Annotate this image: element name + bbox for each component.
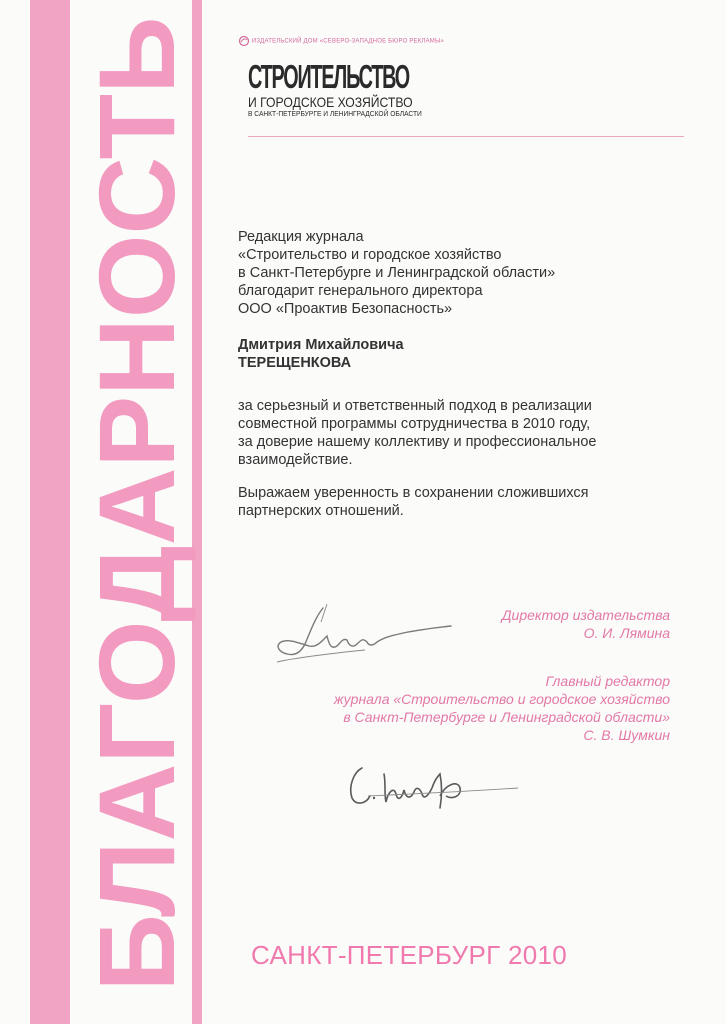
- recipient-surname: ТЕРЕЩЕНКОВА: [238, 355, 352, 371]
- signatory-2-line2: журнала «Строительство и городское хозяйство: [333, 691, 670, 707]
- magazine-subtitle: И ГОРОДСКОЕ ХОЗЯЙСТВО: [248, 94, 413, 110]
- footer-city-year: САНКТ-ПЕТЕРБУРГ 2010: [251, 940, 568, 970]
- masthead-divider: [248, 136, 684, 137]
- recipient-first-names: Дмитрия Михайловича: [238, 337, 404, 353]
- reason-line: взаимодействие.: [238, 452, 353, 468]
- publisher-line: [238, 35, 458, 47]
- vertical-title-text: БЛАГОДАРНОСТЬ: [76, 12, 197, 992]
- signatory-2-line3: в Санкт-Петербурге и Ленинградской области»: [343, 709, 670, 725]
- vertical-title: [76, 12, 197, 997]
- intro-line: «Строительство и городское хозяйство: [238, 247, 502, 263]
- closing-line: партнерских отношений.: [238, 503, 404, 519]
- magazine-title: СТРОИТЕЛЬСТВО: [248, 58, 409, 95]
- intro-line: ООО «Проактив Безопасность»: [238, 301, 453, 317]
- left-pink-band: [30, 0, 70, 1024]
- magazine-region: В САНКТ-ПЕТЕРБУРГЕ И ЛЕНИНГРАДСКОЙ ОБЛАСТИ: [248, 111, 422, 118]
- recipient-name: [238, 336, 698, 372]
- publisher-logo-icon: [238, 35, 250, 47]
- reason-line: за доверие нашему коллективу и профессиональное: [238, 434, 597, 450]
- closing-line: Выражаем уверенность в сохранении сложившихся: [238, 485, 589, 501]
- intro-line: в Санкт-Петербурге и Ленинградской области»: [238, 265, 556, 281]
- reason-paragraph: [238, 397, 698, 469]
- intro-line: Редакция журнала: [238, 229, 364, 245]
- signature-2-image: [340, 756, 520, 816]
- reason-line: за серьезный и ответственный подход в реализации: [238, 398, 592, 414]
- signatory-2-title: Главный редактор: [545, 673, 670, 689]
- signatory-2-block: [334, 672, 670, 744]
- signatory-1-name: О. И. Лямина: [583, 625, 670, 641]
- publisher-name: ИЗДАТЕЛЬСКИЙ ДОМ «СЕВЕРО-ЗАПАДНОЕ БЮРО РЕКЛАМЫ»: [251, 38, 445, 45]
- intro-line: благодарит генерального директора: [238, 283, 483, 299]
- closing-paragraph: [238, 484, 698, 520]
- magazine-masthead: [248, 60, 448, 120]
- intro-paragraph: [238, 228, 698, 318]
- signature-1-image: [265, 600, 455, 672]
- signatory-1-block: [502, 606, 670, 642]
- signatory-1-title: Директор издательства: [501, 607, 670, 623]
- reason-line: совместной программы сотрудничества в 2010 году,: [238, 416, 591, 432]
- signatory-2-name: С. В. Шумкин: [583, 727, 670, 743]
